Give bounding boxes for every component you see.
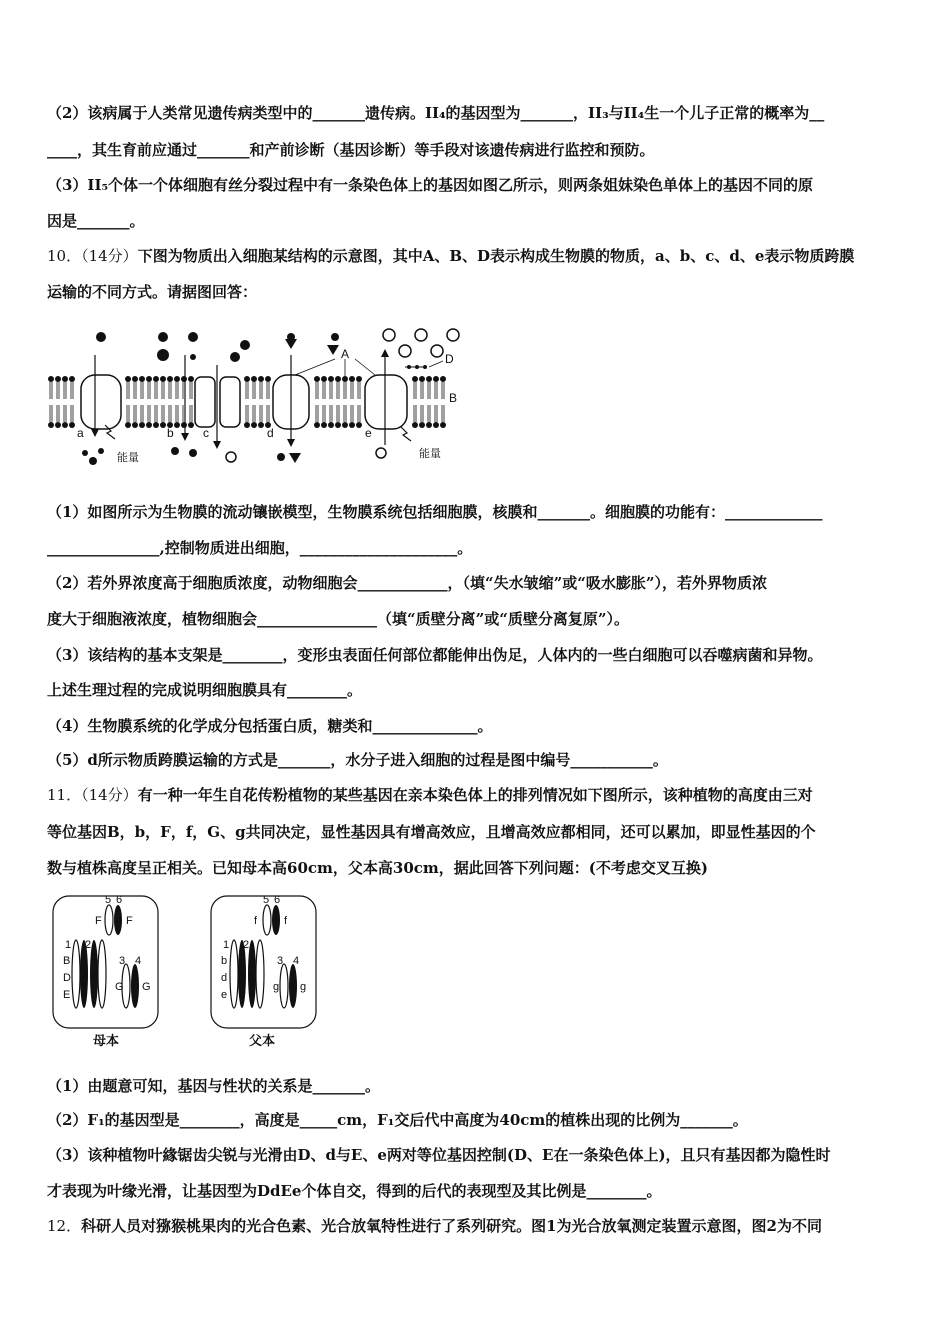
gene-label: G	[142, 981, 151, 993]
gene-label: g	[273, 981, 280, 993]
chrom-number: 6	[274, 894, 281, 906]
phospholipid	[146, 376, 152, 428]
text-line: ____，其生育前应通过_______和产前诊断（基因诊断）等手段对该遗传病进行监控和预防。	[47, 141, 655, 159]
phospholipid	[244, 376, 250, 428]
text-line: 数与植株高度呈正相关。已知母本高60cm，父本高30cm，据此回答下列问题：(不考虑交叉互换)	[47, 859, 708, 877]
gene-label: d	[221, 972, 228, 984]
chrom-number: 5	[263, 894, 270, 906]
phospholipid	[48, 376, 54, 428]
carrier-protein-e	[365, 375, 407, 429]
channel-protein-left	[195, 377, 215, 427]
phospholipid	[342, 376, 348, 428]
arrow-e	[381, 349, 389, 357]
text-line: （4）生物膜系统的化学成分包括蛋白质，糖类和______________。	[47, 717, 493, 735]
label-e: e	[365, 426, 372, 440]
label-B: B	[449, 391, 458, 405]
chrom-number: 6	[116, 894, 123, 906]
gene-label: b	[221, 955, 228, 967]
chrom-number: 3	[277, 955, 284, 967]
chrom-number: 5	[105, 894, 112, 906]
phospholipid	[167, 376, 173, 428]
text-line: （3）该结构的基本支架是________，变形虫表面任何部位都能伸出伪足，人体内的一些白细胞可以吞噬病菌和异物。	[47, 646, 823, 664]
label-d: d	[267, 426, 274, 440]
label-c: c	[203, 426, 209, 440]
chrom-number: 4	[293, 955, 300, 967]
gene-label: B	[63, 955, 71, 967]
phospholipid	[139, 376, 145, 428]
gene-label: D	[63, 972, 71, 984]
phospholipid	[181, 376, 187, 428]
arrow-c	[213, 441, 221, 449]
phospholipid	[426, 376, 432, 428]
phospholipid	[69, 376, 75, 428]
text-line: 运输的不同方式。请据图回答：	[47, 283, 258, 301]
question-12	[47, 1216, 907, 1236]
label-energy: 能量	[117, 451, 139, 464]
text-line: （2）该病属于人类常见遗传病类型中的_______遗传病。II₄的基因型为_______，II₃与II₄生一个儿子正常的概率为__	[47, 104, 825, 122]
mother-cell	[53, 894, 158, 1049]
question-number: 12．	[47, 1217, 82, 1235]
arrow-d	[287, 439, 295, 447]
question-text: 科研人员对猕猴桃果肉的光合色素、光合放氧特性进行了系列研究。图1为光合放氧测定装置示意图，图2为不同	[81, 1217, 822, 1235]
chrom-number: 2	[243, 939, 250, 951]
question-number: 10．（14分）	[47, 247, 138, 265]
gene-label: F	[95, 915, 102, 927]
phospholipid	[174, 376, 180, 428]
phospholipid	[440, 376, 446, 428]
membrane-diagram	[45, 325, 470, 470]
phospholipid	[419, 376, 425, 428]
gene-label: e	[91, 989, 98, 1001]
arrow-b	[181, 433, 189, 441]
gene-label: E	[63, 989, 71, 1001]
chrom-number: 1	[223, 939, 230, 951]
carrier-protein	[81, 375, 121, 429]
label-D: D	[445, 352, 454, 366]
father-cell	[211, 894, 316, 1049]
chromosome-diagram	[45, 890, 335, 1055]
text-line: （5）d所示物质跨膜运输的方式是_______，水分子进入细胞的过程是图中编号___________。	[47, 751, 668, 769]
phospholipid	[125, 376, 131, 428]
chrom-number: 1	[65, 939, 72, 951]
text-line: （1）如图所示为生物膜的流动镶嵌模型，生物膜系统包括细胞膜，核膜和_______。细胞膜的功能有：_____________	[47, 503, 823, 521]
gene-label: e	[249, 989, 256, 1001]
phospholipid	[321, 376, 327, 428]
text-line: 等位基因B，b，F，f，G、g共同决定，显性基因具有增高效应，且增高效应都相同，还可以累加，即显性基因的个	[47, 823, 816, 841]
mother-caption: 母本	[93, 1034, 120, 1049]
text-line: 度大于细胞液浓度，植物细胞会________________（填“质壁分离”或“质壁分离复原”）。	[47, 610, 630, 628]
text-line: （3）该种植物叶緣锯齿尖锐与光滑由D、d与E、e两对等位基因控制(D、E在一条染色体上)，且只有基因都为隐性时	[47, 1146, 831, 1164]
channel-protein-right	[220, 377, 240, 427]
phospholipid	[335, 376, 341, 428]
phospholipid	[356, 376, 362, 428]
phospholipid	[160, 376, 166, 428]
label-energy: 能量	[419, 447, 441, 460]
text-line: （3）II₅个体一个体细胞有丝分裂过程中有一条染色体上的基因如图乙所示，则两条姐妹染色单体上的基因不同的原	[47, 176, 814, 194]
question-11	[47, 785, 907, 805]
phospholipid	[55, 376, 61, 428]
gene-label: G	[115, 981, 124, 993]
phospholipid	[265, 376, 271, 428]
phospholipid	[412, 376, 418, 428]
gene-label: b	[249, 955, 256, 967]
phospholipid	[251, 376, 257, 428]
gene-label: F	[126, 915, 133, 927]
text-line: 才表现为叶缘光滑，让基因型为DdEe个体自交，得到的后代的表现型及其比例是________。	[47, 1182, 662, 1200]
question-text: 下图为物质出入细胞某结构的示意图，其中A、B、D表示构成生物膜的物质，a、b、c、d、e表示物质跨膜	[137, 247, 855, 265]
chrom-number: 3	[119, 955, 126, 967]
phospholipid	[188, 376, 194, 428]
phospholipid	[153, 376, 159, 428]
gene-label: f	[254, 915, 258, 927]
text-line: （1）由题意可知，基因与性状的关系是_______。	[47, 1077, 380, 1095]
label-b: b	[167, 426, 174, 440]
father-caption: 父本	[249, 1034, 276, 1049]
text-line: （2）F₁的基因型是________，高度是_____cm，F₁交后代中高度为40cm的植株出现的比例为_______。	[47, 1111, 748, 1129]
question-10	[47, 246, 907, 266]
question-number: 11．（14分）	[47, 786, 138, 804]
text-line: 上述生理过程的完成说明细胞膜具有________。	[47, 681, 363, 699]
chrom-number: 4	[135, 955, 142, 967]
phospholipid	[258, 376, 264, 428]
gene-label: f	[284, 915, 288, 927]
arrow-a	[91, 429, 99, 437]
gene-label: g	[300, 981, 307, 993]
gene-label: d	[91, 972, 98, 984]
text-line: （2）若外界浓度高于细胞质浓度，动物细胞会____________，（填“失水皱缩”或“吸水膨胀”），若外界物质浓	[47, 574, 767, 592]
chrom-number: 2	[85, 939, 92, 951]
label-a: a	[77, 426, 84, 440]
text-line: _______________,控制物质进出细胞，_____________________。	[47, 539, 473, 557]
question-text: 有一种一年生自花传粉植物的某些基因在亲本染色体上的排列情况如下图所示，该种植物的高度由三对	[137, 786, 813, 804]
phospholipid	[433, 376, 439, 428]
text-line: 因是_______。	[47, 212, 145, 230]
phospholipid	[62, 376, 68, 428]
phospholipid	[314, 376, 320, 428]
phospholipid	[328, 376, 334, 428]
gene-label: B	[91, 955, 99, 967]
phospholipid	[349, 376, 355, 428]
gene-label: e	[221, 989, 228, 1001]
label-A: A	[341, 347, 350, 361]
gene-label: d	[249, 972, 256, 984]
phospholipid	[132, 376, 138, 428]
